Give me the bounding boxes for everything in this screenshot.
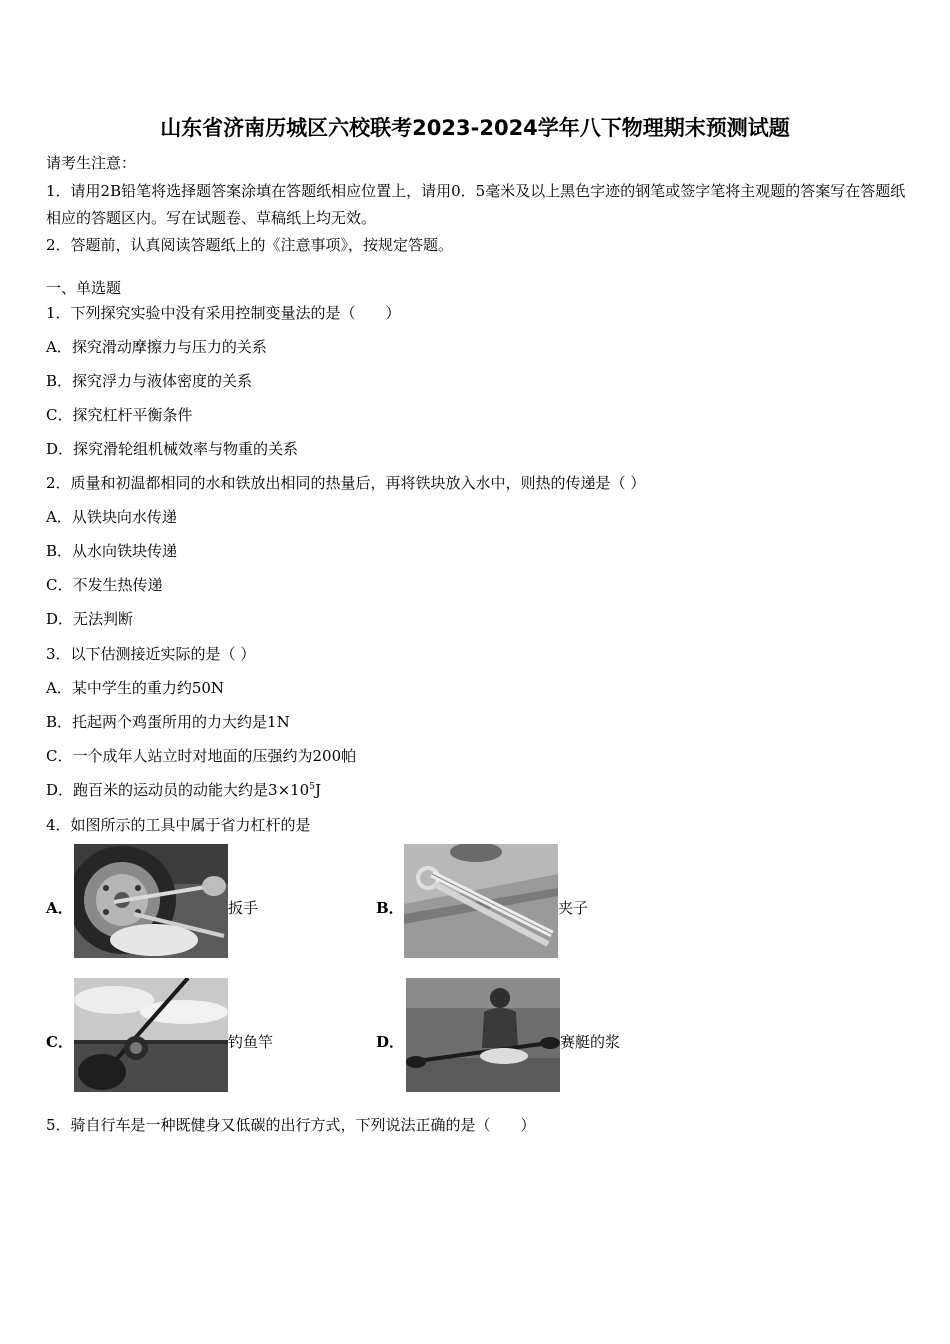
notice-item-2: 2．答题前，认真阅读答题纸上的《注意事项》，按规定答题。 <box>46 236 454 254</box>
question-1-option-b: B．探究浮力与液体密度的关系 <box>46 372 253 390</box>
question-1-option-a: A．探究滑动摩擦力与压力的关系 <box>46 338 267 356</box>
question-2-option-c: C．不发生热传递 <box>46 576 163 594</box>
notice-heading: 请考生注意： <box>46 154 137 172</box>
question-2-stem: 2．质量和初温都相同的水和铁放出相同的热量后，再将铁块放入水中，则热的传递是（ ） <box>46 474 646 492</box>
question-4-option-c-label: C． <box>46 1033 73 1051</box>
question-4-option-b-label: B． <box>376 899 404 917</box>
exponent: 5 <box>309 782 315 792</box>
option-d-text: D．跑百米的运动员的动能大约是3×10 <box>46 781 310 799</box>
section-heading: 一、单选题 <box>46 279 122 297</box>
question-2-option-b: B．从水向铁块传递 <box>46 542 178 560</box>
question-4-option-d-text: 赛艇的浆 <box>560 1033 621 1051</box>
question-2-option-a: A．从铁块向水传递 <box>46 508 177 526</box>
question-3-option-b: B．托起两个鸡蛋所用的力大约是1N <box>46 713 290 731</box>
question-4-option-a-label: A． <box>46 899 73 917</box>
question-3-stem: 3．以下估测接近实际的是（ ） <box>46 645 256 663</box>
question-5-stem: 5．骑自行车是一种既健身又低碳的出行方式，下列说法正确的是（ ） <box>46 1116 536 1134</box>
question-1-option-d: D．探究滑轮组机械效率与物重的关系 <box>46 440 299 458</box>
question-3-option-c: C．一个成年人站立时对地面的压强约为200帕 <box>46 747 357 765</box>
question-2-option-d: D．无法判断 <box>46 610 134 628</box>
question-4-stem: 4．如图所示的工具中属于省力杠杆的是 <box>46 816 311 834</box>
notice-item-1: 1．请用2B铅笔将选择题答案涂填在答题纸相应位置上，请用0．5毫米及以上黑色字迹的钢笔或签字笔将主观题的答案写在答题纸相应的答题区内。写在试题卷、草稿纸上均无效。 <box>46 182 906 227</box>
question-1-stem: 1．下列探究实验中没有采用控制变量法的是（ ） <box>46 304 401 322</box>
kayak-paddle-photo <box>406 978 560 1092</box>
question-4-option-c-text: 钓鱼竿 <box>228 1033 274 1051</box>
unit: J <box>314 781 321 799</box>
page-title: 山东省济南历城区六校联考2023-2024学年八下物理期末预测试题 <box>160 116 790 140</box>
notice-list <box>46 178 906 259</box>
fishing-rod-photo <box>74 978 228 1092</box>
question-3-option-a: A．某中学生的重力约50N <box>46 679 225 697</box>
question-3-option-d <box>46 779 321 800</box>
question-4-option-d-label: D． <box>376 1033 405 1051</box>
question-4-option-b-text: 夹子 <box>558 899 589 917</box>
wrench-photo <box>74 844 228 958</box>
question-1-option-c: C．探究杠杆平衡条件 <box>46 406 193 424</box>
question-4-option-a-text: 扳手 <box>228 899 259 917</box>
tongs-photo <box>404 844 558 958</box>
